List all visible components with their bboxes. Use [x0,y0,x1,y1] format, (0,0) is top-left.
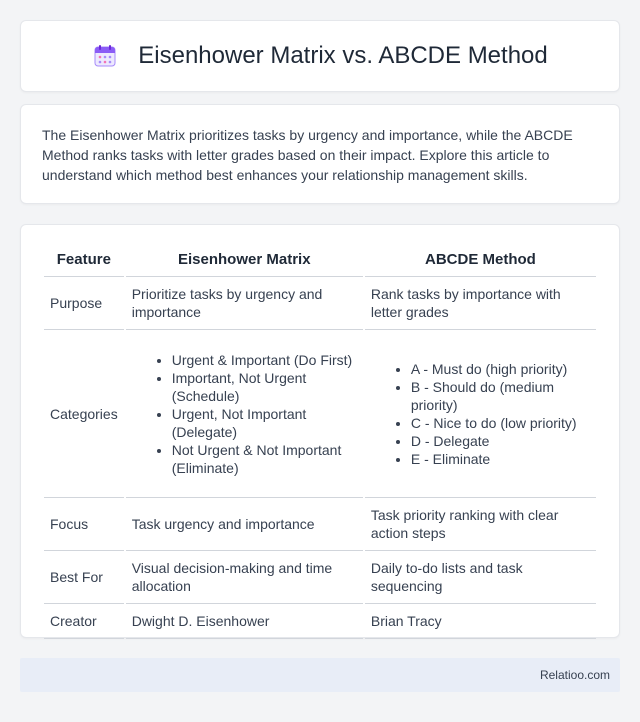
eisenhower-cell: Task urgency and importance [126,498,363,551]
feature-cell: Creator [44,604,124,639]
header-eisenhower: Eisenhower Matrix [126,243,363,277]
feature-cell: Focus [44,498,124,551]
list-item: • C - Nice to do (low priority) [411,414,590,432]
abcde-cell: Brian Tracy [365,604,596,639]
eisenhower-cell: Visual decision-making and time allocation [126,551,363,604]
comparison-table [42,243,598,639]
table-header-row [44,243,596,277]
abcde-cell: Rank tasks by importance with letter grades [365,277,596,330]
list-item: • Important, Not Urgent (Schedule) [172,369,357,405]
eisenhower-cell [126,330,363,498]
list-item: • A - Must do (high priority) [411,360,590,378]
list-item: • D - Delegate [411,432,590,450]
calendar-icon [92,43,118,69]
table-row [44,330,596,498]
abcde-categories-list [371,360,590,468]
table-row [44,604,596,639]
header-abcde: ABCDE Method [365,243,596,277]
intro-text: The Eisenhower Matrix prioritizes tasks by urgency and importance, while the ABCDE Method ranks tasks with letter grades based on their impact. Explore this article to understand which method best enhances your relationship management skills. [42,127,573,183]
abcde-cell: Daily to-do lists and task sequencing [365,551,596,604]
header-feature: Feature [44,243,124,277]
intro-card [20,104,620,204]
list-item: • Urgent, Not Important (Delegate) [172,405,357,441]
table-row [44,498,596,551]
footer-brand[interactable]: Relatioo.com [539,668,610,682]
abcde-cell: Task priority ranking with clear action steps [365,498,596,551]
page-title: Eisenhower Matrix vs. ABCDE Method [138,42,548,69]
abcde-cell [365,330,596,498]
list-item: • E - Eliminate [411,450,590,468]
feature-cell: Best For [44,551,124,604]
table-row [44,277,596,330]
eisenhower-categories-list [132,351,357,477]
title-card [20,20,620,92]
feature-cell: Purpose [44,277,124,330]
table-row [44,551,596,604]
list-item: • B - Should do (medium priority) [411,378,590,414]
list-item: • Urgent & Important (Do First) [172,351,357,369]
list-item: • Not Urgent & Not Important (Eliminate) [172,441,357,477]
feature-cell: Categories [44,330,124,498]
comparison-card [20,224,620,638]
eisenhower-cell: Prioritize tasks by urgency and importance [126,277,363,330]
eisenhower-cell: Dwight D. Eisenhower [126,604,363,639]
footer [20,658,620,692]
